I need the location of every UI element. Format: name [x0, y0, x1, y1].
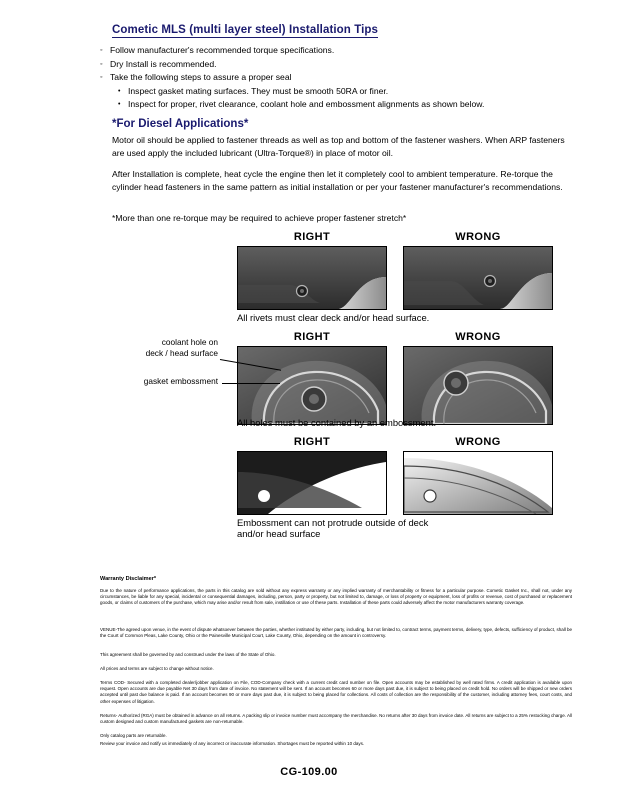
figure-rivet-clearance [237, 231, 553, 310]
dot-bullet-icon: • [118, 87, 121, 95]
figure-1-right [237, 231, 387, 310]
coolant-hole-right-illustration [238, 347, 386, 424]
list-item-label: Inspect for proper, rivet clearance, coolant hole and embossment alignments as shown below. [128, 99, 485, 110]
figure-2-right-label: RIGHT [293, 331, 331, 343]
figure-2-right-image [237, 346, 387, 425]
coolant-hole-wrong-illustration [404, 347, 552, 424]
figure-2-wrong [403, 331, 553, 425]
list-item [100, 44, 570, 58]
list-item [118, 85, 570, 99]
figure-1-wrong-label: WRONG [455, 231, 501, 243]
figure-1-caption: All rivets must clear deck and/or head surface. [237, 312, 430, 323]
list-item-label: Inspect gasket mating surfaces. They must be smooth 50RA or finer. [128, 85, 389, 96]
part-number: CG-109.00 [280, 766, 338, 778]
list-item [100, 58, 570, 72]
figure-3-right-image [237, 451, 387, 515]
warranty-paragraph-1: Due to the nature of performance applications, the parts in this catalog are sold without any express warranty or any implied warranty of merchantability or fitness for a particular purpose. Cometic Gasket Inc., shall not, under any circumstances, be liable for any special, incidental or consequential damages, including, person, party or property, but not limited to, damage, or loss of property or equipment, loss of profits or revenue, cost of purchased or replacement goods, or claims of customers of the purchase, which may arise and/or result from sale, instillation or use of these parts. Installation of these parts could adversely affect the motor manufacturers warranty coverage. [100, 588, 572, 606]
list-item-label: Follow manufacturer's recommended torque specifications. [110, 45, 335, 55]
figure-3-caption-line1: Embossment can not protrude outside of deck [237, 517, 429, 528]
circle-bullet-icon: ◦ [100, 60, 103, 68]
warranty-paragraph-4: All prices and terms are subject to change without notice. [100, 666, 214, 671]
diesel-paragraph-1: Motor oil should be applied to fastener threads as well as top and bottom of the fastener washers. When ARP fasteners are used apply the included lubricant (Ultra-Torque®) in place of motor oil. [112, 135, 565, 159]
rivet-right-illustration [238, 247, 386, 309]
page-title [112, 24, 378, 36]
figure-1-wrong-image [403, 246, 553, 310]
callout-coolant-hole-line2: deck / head surface [145, 348, 218, 358]
warranty-title: Warranty Disclaimer* [100, 576, 157, 582]
list-item [118, 98, 570, 112]
figure-3-wrong-label: WRONG [455, 436, 501, 448]
diesel-paragraph-3: *More than one re-torque may be required to achieve proper fastener stretch* [112, 213, 407, 223]
warranty-paragraph-3: This agreement shall be governed by and construed under the laws of the State of Ohio. [100, 652, 276, 657]
protrusion-right-illustration [238, 452, 386, 514]
figure-3-wrong-image [403, 451, 553, 515]
figure-3-wrong [403, 436, 553, 515]
figure-3-caption [237, 517, 428, 539]
protrusion-wrong-illustration [404, 452, 552, 514]
figure-2-right [237, 331, 387, 425]
page-title-text: Cometic MLS (multi layer steel) Installation Tips [112, 24, 379, 36]
figure-embossment-containment [237, 331, 553, 425]
figure-embossment-protrusion [237, 436, 553, 515]
warranty-paragraph-8: Review your invoice and notify us immediately of any incorrect or inaccurate information. Shortages must be reported within 10 days. [100, 741, 365, 746]
figure-2-wrong-image [403, 346, 553, 425]
circle-bullet-icon: ◦ [100, 74, 103, 82]
figure-2-wrong-label: WRONG [455, 331, 501, 343]
figure-1-right-image [237, 246, 387, 310]
installation-tips-list [100, 44, 570, 112]
section-title-diesel: *For Diesel Applications* [112, 118, 249, 130]
callout-coolant-hole-line1: coolant hole on [161, 337, 218, 347]
callout-coolant-hole [98, 337, 218, 359]
callout-gasket-embossment [86, 376, 218, 387]
callout-gasket-embossment-label: gasket embossment [143, 376, 218, 386]
callout-gasket-embossment-leader [222, 383, 280, 384]
warranty-paragraph-2: VENUE-The agreed upon venue, in the event of dispute whatsoever between the parties, whether instituted by either party, including, but not limited to, contract terms, payment terms, delivery, type, defects, sufficiency of product, shall be the Court of Common Pleas, Lake County, Ohio or the Painesville Municipal Court, Lake County, Ohio, depending on the amount in controversy. [100, 627, 572, 639]
list-item-label: Take the following steps to assure a proper seal [110, 72, 292, 83]
figure-3-caption-line2: and/or head surface [237, 528, 321, 539]
list-item-label: Dry Install is recommended. [110, 58, 217, 69]
circle-bullet-icon: ◦ [100, 47, 103, 54]
figure-1-wrong [403, 231, 553, 310]
figure-2-caption: All holes must be contained by an embossment. [237, 417, 437, 428]
list-item [100, 71, 570, 85]
figure-3-right [237, 436, 387, 515]
diesel-paragraph-2: After Installation is complete, heat cycle the engine then let it completely cool to ambient temperature. Re-torque the cylinder head fasteners in the same pattern as initial installation or per your fastener manufacturer's recommendations. [112, 169, 563, 193]
rivet-wrong-illustration [404, 247, 552, 309]
figure-3-right-label: RIGHT [293, 436, 331, 448]
warranty-paragraph-5: Terms COD- Secured with a completed dealer/jobber application on File, COD-Company check with a current credit card number on file. Open accounts may be established by well rated firms. A credit application is available upon request. Open accounts are due payable Net 30 days from date of invoice. No statement will be sent. If an account becomes 60 or more days past due, it is subject to being placed on credit hold. No orders will be shipped or new orders accepted until past due balance is paid. If an account becomes 90 or more days past due, it is subject to being placed for collections. All costs of collection are the responsibility of the customer, including attorney fees, court costs, and other expenses of litigation. [100, 680, 572, 704]
warranty-paragraph-7: Only catalog parts are returnable. [100, 733, 167, 738]
dot-bullet-icon: • [118, 101, 121, 109]
figure-1-right-label: RIGHT [293, 231, 331, 243]
warranty-paragraph-6: Returns- Authorized (RGA) must be obtained in advance on all returns. A packing slip or invoice number must accompany the merchandise. No returns after 30 days from invoice date. All returns are subject to a 25% restocking charge. All custom designed and custom manufactured gaskets are non-returnable. [100, 713, 572, 725]
